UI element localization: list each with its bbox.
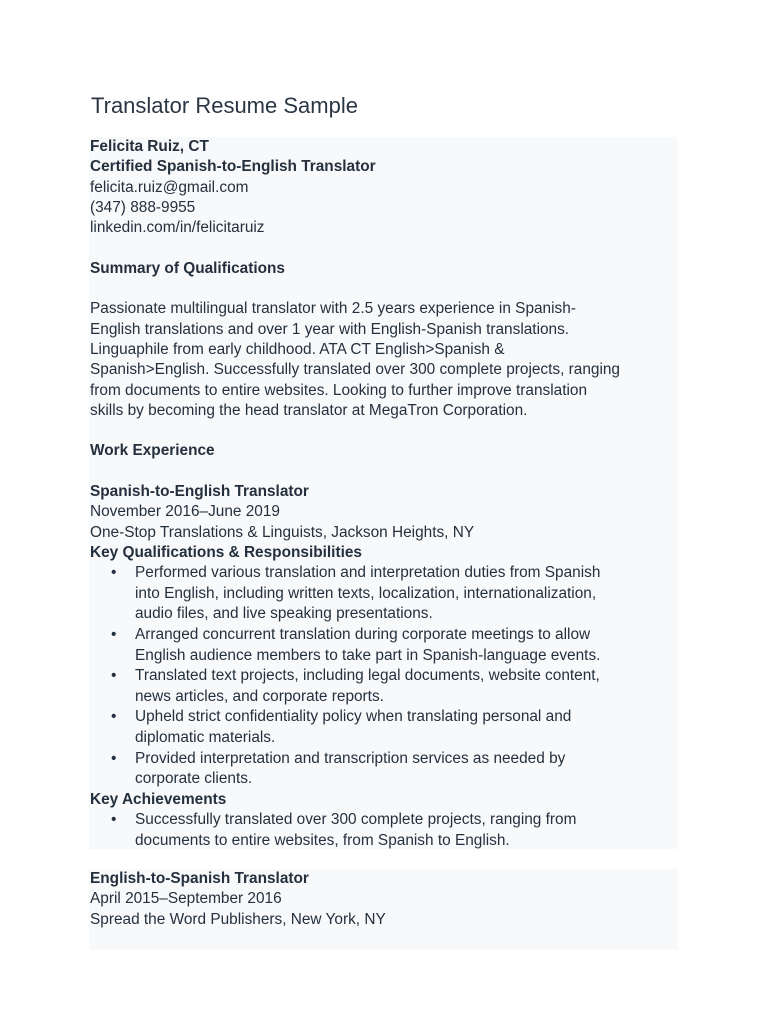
candidate-linkedin: linkedin.com/in/felicitaruiz bbox=[90, 219, 265, 237]
list-item-line: Upheld strict confidentiality policy when translating personal and bbox=[135, 708, 572, 726]
resume-shaded-block bbox=[89, 137, 678, 849]
job-dates: November 2016–June 2019 bbox=[90, 503, 280, 521]
summary-line: English translations and over 1 year with English-Spanish translations. bbox=[90, 320, 570, 338]
list-item-line: into English, including written texts, localization, internationalization, bbox=[135, 584, 597, 602]
list-item bbox=[111, 749, 678, 790]
bullet-icon: • bbox=[111, 564, 117, 582]
job-dates: April 2015–September 2016 bbox=[90, 890, 282, 908]
responsibilities-list bbox=[90, 563, 678, 790]
summary-line: Linguaphile from early childhood. ATA CT English>Spanish & bbox=[90, 340, 505, 358]
job-company: One-Stop Translations & Linguists, Jackson Heights, NY bbox=[90, 523, 475, 541]
candidate-job-title: Certified Spanish-to-English Translator bbox=[90, 158, 376, 176]
resume-shaded-block bbox=[89, 869, 678, 950]
job-role: Spanish-to-English Translator bbox=[90, 483, 309, 501]
resume-content bbox=[89, 137, 678, 950]
summary-line: skills by becoming the head translator at MegaTron Corporation. bbox=[90, 401, 528, 419]
spacer bbox=[89, 849, 678, 869]
work-experience-heading: Work Experience bbox=[90, 442, 215, 460]
list-item-line: Successfully translated over 300 complete projects, ranging from bbox=[135, 811, 577, 829]
bullet-icon: • bbox=[111, 667, 117, 685]
list-item bbox=[111, 563, 678, 625]
responsibilities-heading: Key Qualifications & Responsibilities bbox=[90, 543, 362, 561]
spacer bbox=[90, 421, 678, 441]
job-entry bbox=[90, 482, 678, 851]
list-item-line: corporate clients. bbox=[135, 770, 253, 788]
list-item-line: documents to entire websites, from Spanish to English. bbox=[135, 831, 510, 849]
list-item-line: Performed various translation and interpretation duties from Spanish bbox=[135, 564, 601, 582]
job-role: English-to-Spanish Translator bbox=[90, 870, 309, 887]
summary-line: Spanish>English. Successfully translated over 300 complete projects, ranging bbox=[90, 361, 620, 379]
job-company: Spread the Word Publishers, New York, NY bbox=[90, 910, 386, 928]
candidate-email: felicita.ruiz@gmail.com bbox=[90, 178, 249, 196]
candidate-phone: (347) 888-9955 bbox=[90, 198, 196, 216]
bullet-icon: • bbox=[111, 749, 117, 767]
bullet-icon: • bbox=[111, 626, 117, 644]
list-item bbox=[111, 707, 678, 748]
list-item bbox=[111, 666, 678, 707]
summary-heading: Summary of Qualifications bbox=[90, 259, 285, 277]
page-title: Translator Resume Sample bbox=[91, 93, 358, 118]
list-item-line: Provided interpretation and transcription services as needed by bbox=[135, 749, 566, 767]
list-item bbox=[111, 810, 678, 851]
summary-line: Passionate multilingual translator with 2.5 years experience in Spanish- bbox=[90, 300, 576, 318]
spacer bbox=[90, 279, 678, 299]
bullet-icon: • bbox=[111, 811, 117, 829]
list-item-line: diplomatic materials. bbox=[135, 728, 276, 746]
list-item-line: Arranged concurrent translation during corporate meetings to allow bbox=[135, 626, 591, 644]
achievements-list bbox=[90, 810, 678, 851]
spacer bbox=[90, 238, 678, 258]
list-item-line: news articles, and corporate reports. bbox=[135, 687, 384, 705]
spacer bbox=[90, 462, 678, 482]
list-item bbox=[111, 625, 678, 666]
list-item-line: English audience members to take part in Spanish-language events. bbox=[135, 646, 601, 664]
list-item-line: Translated text projects, including legal documents, website content, bbox=[135, 667, 600, 685]
achievements-heading: Key Achievements bbox=[90, 790, 227, 808]
bullet-icon: • bbox=[111, 708, 117, 726]
candidate-name: Felicita Ruiz, CT bbox=[90, 138, 209, 155]
list-item-line: audio files, and live speaking presentations. bbox=[135, 605, 433, 623]
summary-line: from documents to entire websites. Looking to further improve translation bbox=[90, 381, 588, 399]
summary-paragraph bbox=[90, 299, 678, 421]
